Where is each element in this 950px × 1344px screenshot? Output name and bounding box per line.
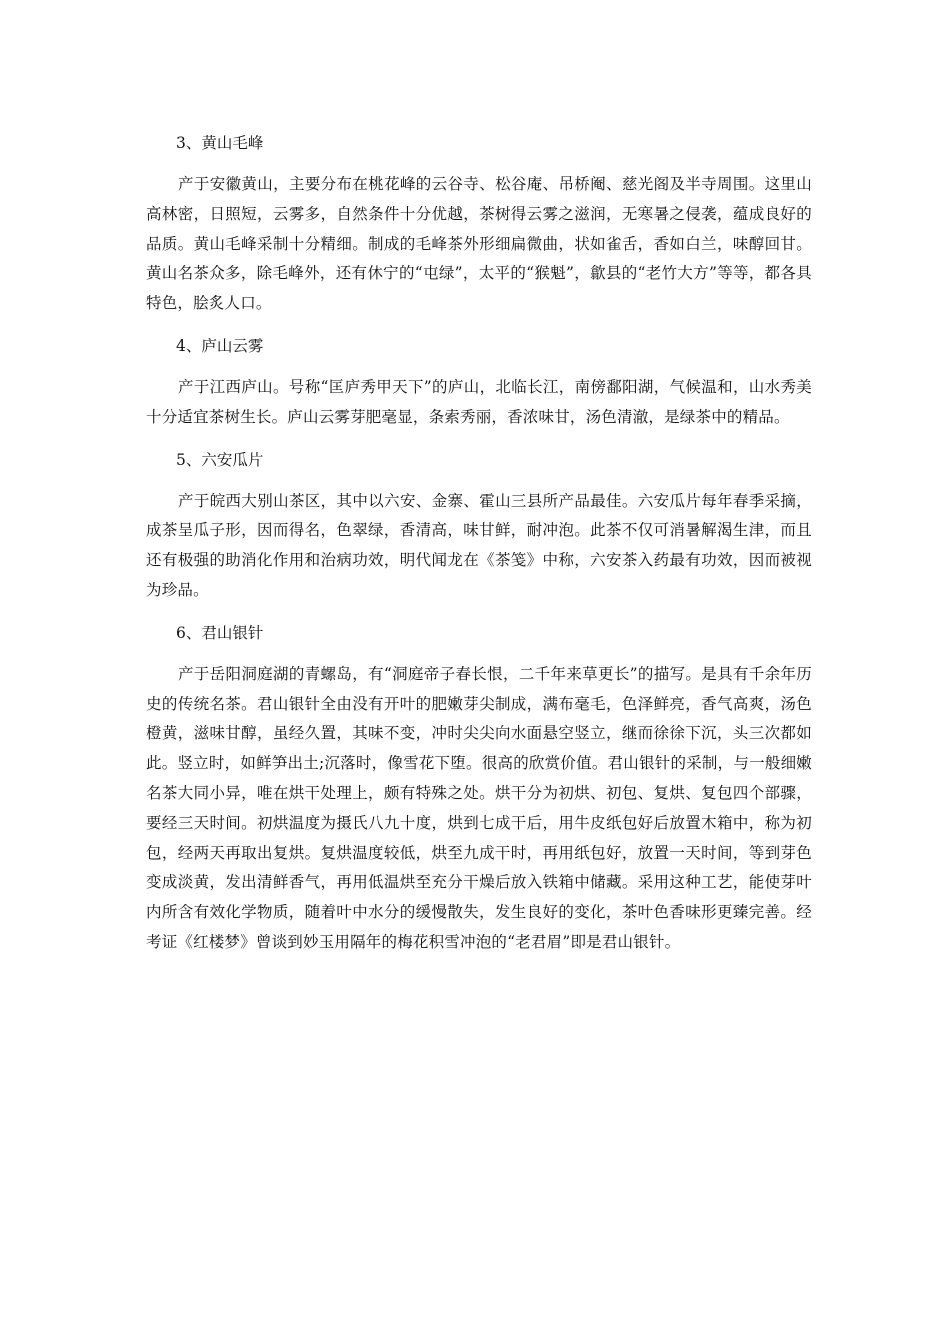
section-heading: 3、黄山毛峰 [176, 134, 264, 152]
section-paragraph: 产于岳阳洞庭湖的青螺岛，有“洞庭帝子春长恨，二千年来草更长”的描写。是具有千余年历史的传统名茶。君山银针全由没有开叶的肥嫩芽尖制成，满布毫毛，色泽鲜亮，香气高爽，汤色橙黄，滋味甘醇，虽经久置，其味不变，冲时尖尖向水面悬空竖立，继而徐徐下沉，头三次都如此。竖立时，如鲜笋出土;沉落时，像雪花下堕。很高的欣赏价值。君山银针的采制，与一般细嫩名茶大同小异，唯在烘干处理上，颇有特殊之处。烘干分为初烘、初包、复烘、复包四个部骤，要经三天时间。初烘温度为摄氏八九十度，烘到七成干后，用牛皮纸包好后放置木箱中，称为初包，经两天再取出复烘。复烘温度较低，烘至九成干时，再用纸包好，放置一天时间，等到芽色变成淡黄，发出清鲜香气，再用低温烘至充分干燥后放入铁箱中储藏。采用这种工艺，能使芽叶内所含有效化学物质，随着叶中水分的缓慢散失，发生良好的变化，茶叶色香味形更臻完善。经考证《红楼梦》曾谈到妙玉用隔年的梅花积雪冲泡的“老君眉”即是君山银针。 [146, 664, 812, 951]
section-lushan-yunwu [146, 331, 812, 433]
section-heading: 4、庐山云雾 [176, 336, 264, 355]
section-heading: 5、六安瓜片 [176, 450, 264, 469]
document-content [146, 128, 812, 970]
section-paragraph: 产于皖西大别山茶区，其中以六安、金寨、霍山三县所产品最佳。六安瓜片每年春季采摘，成茶呈瓜子形，因而得名，色翠绿，香清高，味甘鲜，耐冲泡。此茶不仅可消暑解渴生津，而且还有极强的助消化作用和治病功效，明代闻龙在《茶笺》中称，六安茶入药最有功效，因而被视为珍品。 [146, 491, 812, 599]
section-paragraph: 产于安徽黄山，主要分布在桃花峰的云谷寺、松谷庵、吊桥阉、慈光阁及半寺周围。这里山高林密，日照短，云雾多，自然条件十分优越，茶树得云雾之滋润，无寒暑之侵袭，蕴成良好的品质。黄山毛峰采制十分精细。制成的毛峰茶外形细扁微曲，状如雀舌，香如白兰，味醇回甘。黄山名茶众多，除毛峰外，还有休宁的“屯绿”，太平的“猴魁”，歙县的“老竹大方”等等，都各具特色，脍炙人口。 [146, 175, 812, 313]
section-paragraph: 产于江西庐山。号称“匡庐秀甲天下”的庐山，北临长江，南傍鄱阳湖，气候温和，山水秀美十分适宜茶树生长。庐山云雾芽肥毫显，条索秀丽，香浓味甘，汤色清澈，是绿茶中的精品。 [146, 377, 812, 426]
section-huangshan-maofeng [146, 128, 812, 319]
section-heading: 6、君山银针 [176, 623, 264, 642]
section-luan-guapian [146, 445, 812, 606]
section-junshan-yinzhen [146, 618, 812, 958]
